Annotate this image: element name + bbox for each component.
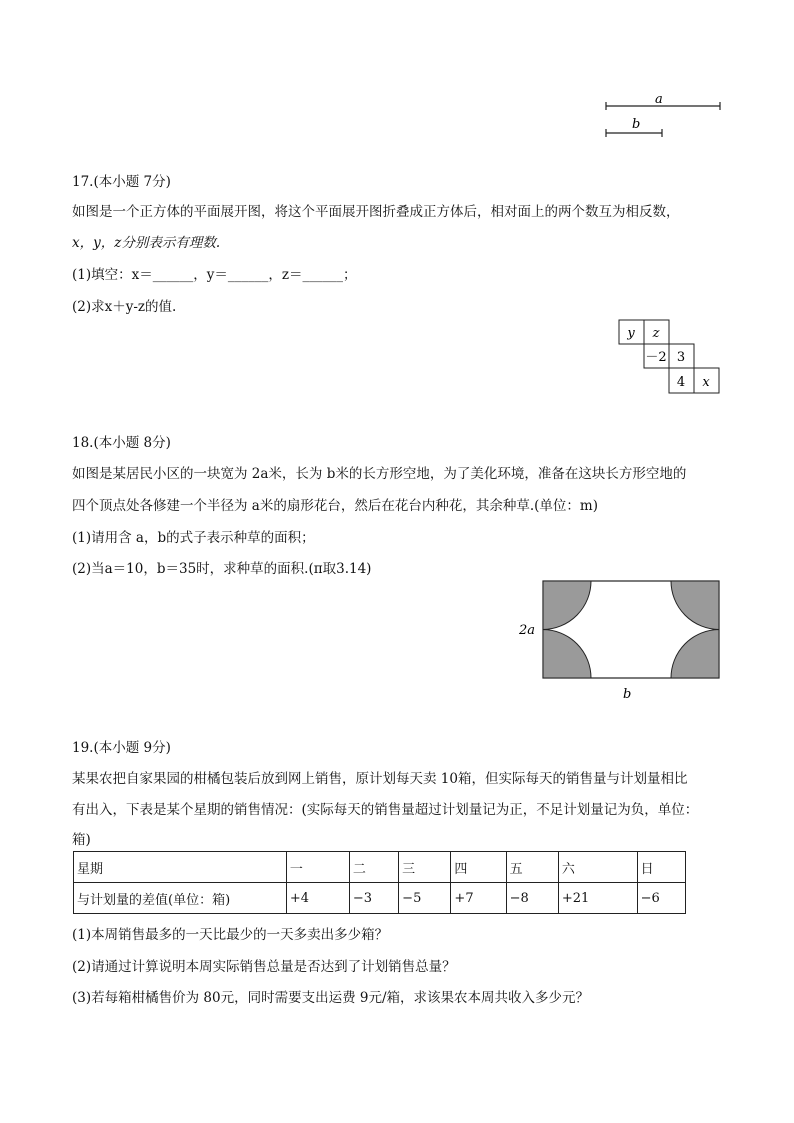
q19-part2: (2)请通过计算说明本周实际销售总量是否达到了计划销售总量？ [72, 959, 456, 975]
table-cell: 五 [506, 852, 558, 883]
table-cell: 四 [451, 852, 506, 883]
net-3: 3 [676, 350, 686, 365]
q17-part1: (1)填空：x＝______，y＝______，z＝______； [72, 267, 357, 283]
table-row-weekday [74, 852, 686, 883]
segment-a-label: a [655, 92, 663, 107]
table-cell: +4 [286, 883, 349, 914]
table-cell: +7 [451, 883, 506, 914]
q19-line3: 箱) [72, 832, 91, 848]
segment-figure [598, 86, 728, 142]
segment-b-label: b [632, 117, 641, 132]
table-cell: 三 [399, 852, 451, 883]
q18-line2: 四个顶点处各修建一个半径为 a米的扇形花台，然后在花台内种花，其余种草.(单位：m) [72, 498, 598, 514]
q19-part1: (1)本周销售最多的一天比最少的一天多卖出多少箱？ [72, 927, 389, 943]
garden-length-label: b [623, 687, 632, 702]
table-cell: 六 [558, 852, 637, 883]
table-cell: −6 [637, 883, 685, 914]
q18-part1: (1)请用含 a，b的式子表示种草的面积； [72, 530, 315, 546]
net-y: y [627, 326, 635, 341]
table-row-difference [74, 883, 686, 914]
q19-line2: 有出入，下表是某个星期的销售情况：(实际每天的销售量超过计划量记为正，不足计划量记为负，单位： [72, 802, 699, 818]
q18-header: 18.(本小题 8分) [72, 435, 171, 451]
sales-table [73, 851, 686, 914]
garden-width-label: 2a [519, 623, 536, 638]
table-cell: 星期 [74, 852, 287, 883]
q18-part2: (2)当a＝10，b＝35时，求种草的面积.(π取3.14) [72, 561, 372, 577]
table-cell: +21 [558, 883, 637, 914]
table-cell: 与计划量的差值(单位：箱) [74, 883, 287, 914]
table-cell: 一 [286, 852, 349, 883]
table-cell: −8 [506, 883, 558, 914]
net-x: x [702, 375, 710, 390]
table-cell: −5 [399, 883, 451, 914]
table-cell: 日 [637, 852, 685, 883]
garden-figure [510, 575, 730, 707]
q18-line1: 如图是某居民小区的一块宽为 2a米，长为 b米的长方形空地，为了美化环境，准备在这块长方形空地的 [72, 466, 687, 482]
cube-net [618, 319, 722, 395]
net-z: z [652, 326, 660, 341]
q19-line1: 某果农把自家果园的柑橘包装后放到网上销售，原计划每天卖 10箱，但实际每天的销售量与计划量相比 [72, 771, 688, 787]
q17-line2: x，y，z分别表示有理数. [72, 235, 221, 251]
table-cell: −3 [349, 883, 398, 914]
net-neg2: －2 [645, 350, 667, 365]
q17-part2: (2)求x＋y-z的值. [72, 299, 177, 315]
q17-header: 17.(本小题 7分) [72, 174, 171, 190]
q19-part3: (3)若每箱柑橘售价为 80元，同时需要支出运费 9元/箱，求该果农本周共收入多少元？ [72, 990, 590, 1006]
net-4: 4 [676, 375, 686, 390]
q19-header: 19.(本小题 9分) [72, 740, 171, 756]
table-cell: 二 [349, 852, 398, 883]
q17-line1: 如图是一个正方体的平面展开图，将这个平面展开图折叠成正方体后，相对面上的两个数互为相反数， [72, 204, 680, 220]
